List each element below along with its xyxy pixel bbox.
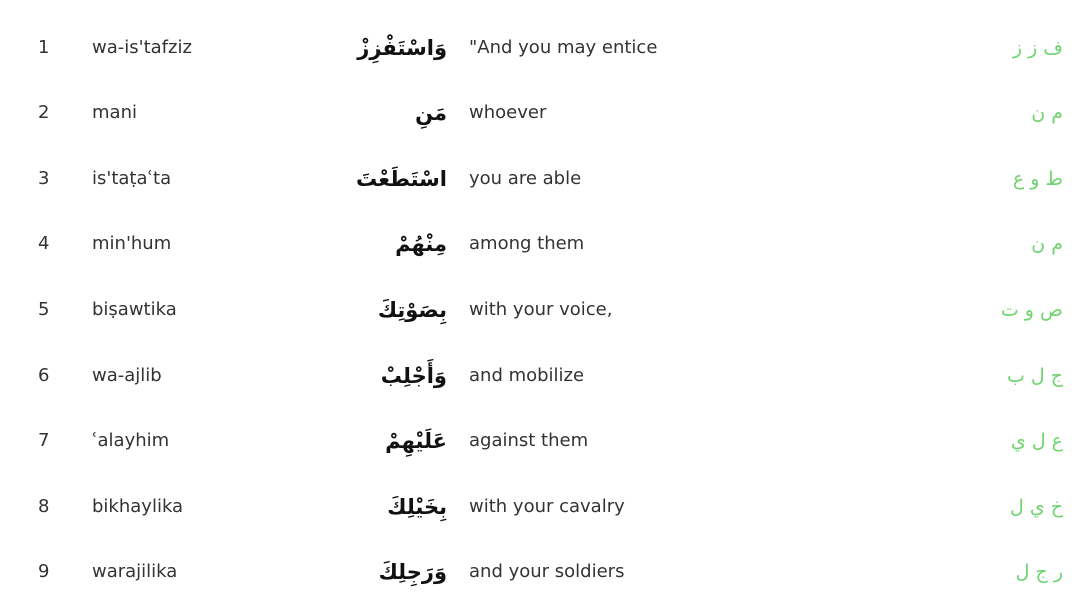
word-transliteration: bikhaylika [92,496,184,517]
word-translation: with your cavalry [469,496,625,517]
word-translation: among them [469,233,585,254]
word-row [0,224,1079,264]
word-translation: you are able [469,168,582,189]
word-transliteration: warajilika [92,561,178,582]
word-arabic: وَأَجْلِبْ [380,364,447,388]
word-translation: against them [469,430,589,451]
word-root[interactable]: ع ل ي [1010,430,1063,452]
word-row [0,28,1079,68]
word-root[interactable]: ر ج ل [1015,561,1063,583]
word-number: 5 [38,299,50,320]
word-arabic: مِنْهُمْ [395,232,447,256]
word-transliteration: is'taṭaʿta [92,168,172,189]
word-arabic: مَنِ [415,101,447,125]
word-translation: and your soldiers [469,561,625,582]
word-arabic: بِصَوْتِكَ [377,298,447,322]
word-number: 1 [38,37,50,58]
word-transliteration: wa-is'tafziz [92,37,192,58]
word-root[interactable]: ف ز ز [1012,37,1063,59]
word-translation: "And you may entice [469,37,658,58]
word-transliteration: biṣawtika [92,299,177,320]
word-transliteration: wa-ajlib [92,365,162,386]
word-row [0,159,1079,199]
word-root[interactable]: ص و ت [1000,299,1063,321]
word-arabic: وَرَجِلِكَ [378,560,447,584]
word-number: 9 [38,561,50,582]
word-arabic: وَاسْتَفْزِزْ [357,36,447,60]
word-number: 8 [38,496,50,517]
word-translation: whoever [469,102,547,123]
word-root[interactable]: م ن [1031,102,1063,124]
word-number: 2 [38,102,50,123]
word-row [0,421,1079,461]
word-translation: and mobilize [469,365,585,386]
word-translation: with your voice, [469,299,613,320]
word-row [0,487,1079,527]
word-arabic: بِخَيْلِكَ [387,495,447,519]
word-number: 7 [38,430,50,451]
word-number: 3 [38,168,50,189]
word-number: 6 [38,365,50,386]
word-row [0,356,1079,396]
word-number: 4 [38,233,50,254]
word-root[interactable]: خ ي ل [1009,496,1063,518]
word-transliteration: ʿalayhim [92,430,170,451]
word-root[interactable]: ج ل ب [1006,365,1063,387]
word-transliteration: min'hum [92,233,172,254]
word-arabic: اسْتَطَعْتَ [356,167,447,191]
word-transliteration: mani [92,102,137,123]
word-row [0,552,1079,592]
word-arabic: عَلَيْهِمْ [385,429,447,453]
word-root[interactable]: م ن [1031,233,1063,255]
word-root[interactable]: ط و ع [1012,168,1063,190]
word-row [0,93,1079,133]
word-row [0,290,1079,330]
